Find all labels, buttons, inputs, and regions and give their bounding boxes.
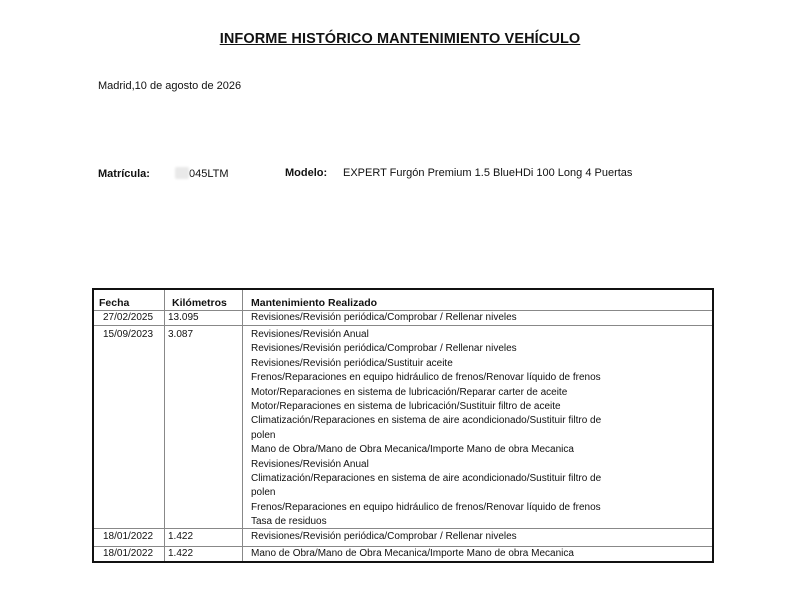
row-4-km: 1.422 xyxy=(168,548,194,559)
model-label: Modelo: xyxy=(285,167,328,179)
header-date: Fecha xyxy=(99,297,130,309)
maintenance-item: Climatización/Reparaciones en sistema de aire acondicionado/Sustituir filtro de xyxy=(251,473,602,485)
plate-value: 045LTM xyxy=(189,168,229,180)
maintenance-item: Tasa de residuos xyxy=(251,516,327,528)
maintenance-item: Frenos/Reparaciones en equipo hidráulico de frenos/Renovar líquido de frenos xyxy=(251,501,601,513)
row-1-date: 27/02/2025 xyxy=(103,312,154,323)
maintenance-item: Climatización/Reparaciones en sistema de aire acondicionado/Sustituir filtro de xyxy=(251,415,602,427)
row-3-date: 18/01/2022 xyxy=(103,531,154,542)
model-value-wrap xyxy=(343,167,632,179)
row-4-maintenance xyxy=(251,547,574,561)
place-date: Madrid,10 de agosto de 2026 xyxy=(98,80,242,92)
plate-redaction xyxy=(175,167,189,179)
maintenance-item: Revisiones/Revisión periódica/Comprobar / Rellenar niveles xyxy=(251,531,517,542)
maintenance-table xyxy=(92,288,714,563)
maintenance-item: Frenos/Reparaciones en equipo hidráulico de frenos/Renovar líquido de frenos xyxy=(251,372,601,384)
row-2-km: 3.087 xyxy=(168,329,194,340)
header-maintenance: Mantenimiento Realizado xyxy=(251,297,378,309)
row-4-date: 18/01/2022 xyxy=(103,548,154,559)
maintenance-item: polen xyxy=(251,429,276,441)
col-divider-km xyxy=(242,290,243,561)
model-value: EXPERT Furgón Premium 1.5 BlueHDi 100 Long 4 Puertas xyxy=(343,167,633,179)
row-2-maintenance xyxy=(251,328,601,530)
maintenance-item: Revisiones/Revisión periódica/Comprobar / Rellenar niveles xyxy=(251,343,517,355)
report-title: INFORME HISTÓRICO MANTENIMIENTO VEHÍCULO xyxy=(219,31,581,47)
plate-info xyxy=(98,167,229,180)
row-3-km: 1.422 xyxy=(168,531,194,542)
header-km: Kilómetros xyxy=(172,297,227,309)
model-info xyxy=(285,167,327,179)
maintenance-item: Revisiones/Revisión periódica/Comprobar / Rellenar niveles xyxy=(251,312,517,323)
maintenance-item: Revisiones/Revisión Anual xyxy=(251,329,369,340)
row-1-maintenance xyxy=(251,311,517,325)
maintenance-item: Revisiones/Revisión Anual xyxy=(251,458,369,470)
col-divider-date xyxy=(164,290,165,561)
maintenance-item: Mano de Obra/Mano de Obra Mecanica/Importe Mano de obra Mecanica xyxy=(251,444,574,456)
maintenance-item: Revisiones/Revisión periódica/Sustituir aceite xyxy=(251,357,453,369)
maintenance-item: Mano de Obra/Mano de Obra Mecanica/Importe Mano de obra Mecanica xyxy=(251,548,574,559)
maintenance-item: polen xyxy=(251,487,276,499)
row-2-date: 15/09/2023 xyxy=(103,329,154,340)
plate-label: Matrícula: xyxy=(98,168,150,180)
maintenance-item: Motor/Reparaciones en sistema de lubricación/Reparar carter de aceite xyxy=(251,386,568,398)
row-1-km: 13.095 xyxy=(168,312,199,323)
maintenance-item: Motor/Reparaciones en sistema de lubricación/Sustituir filtro de aceite xyxy=(251,401,561,413)
row-3-maintenance xyxy=(251,530,517,544)
